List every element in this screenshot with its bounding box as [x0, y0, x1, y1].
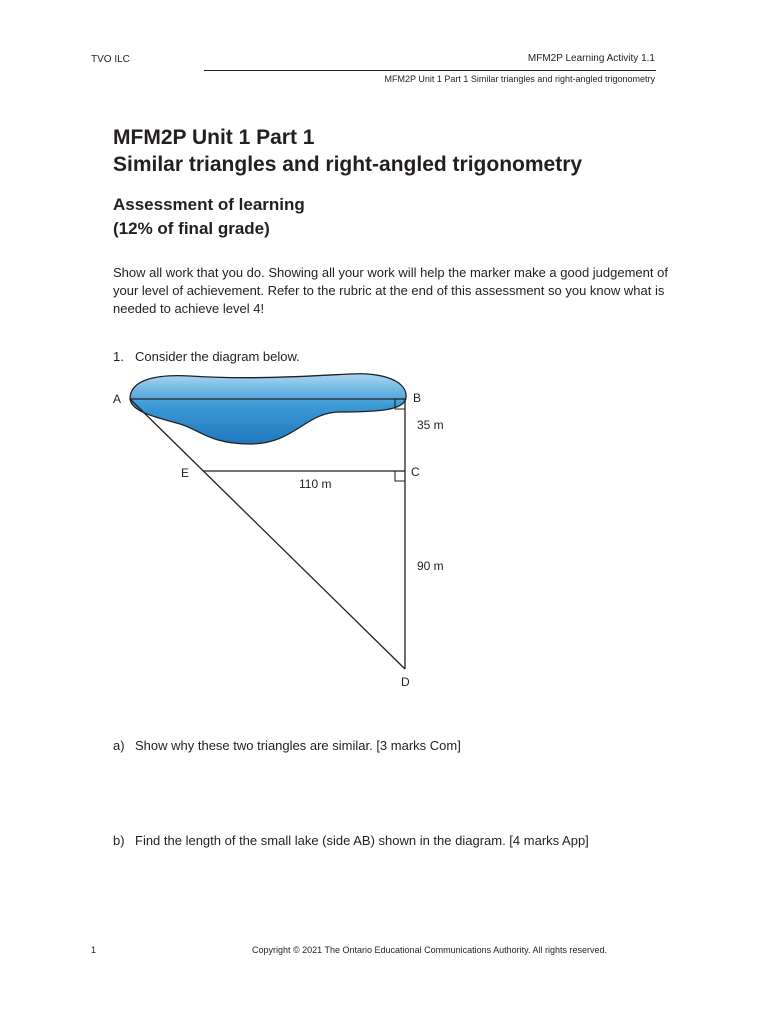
assessment-line-2: (12% of final grade) — [113, 219, 270, 238]
length-BC: 35 m — [417, 418, 444, 432]
length-CD: 90 m — [417, 559, 444, 573]
length-EC: 110 m — [299, 477, 332, 491]
lake-shape — [130, 374, 406, 444]
question-1-text: Consider the diagram below. — [135, 349, 300, 364]
title-line-1: MFM2P Unit 1 Part 1 — [113, 126, 315, 149]
point-label-A: A — [113, 392, 122, 406]
part-a-text: Show why these two triangles are similar. [3 marks Com] — [135, 738, 461, 753]
header-activity: MFM2P Learning Activity 1.1 — [527, 53, 655, 64]
header-org: TVO ILC — [91, 54, 130, 65]
instructions-paragraph: Show all work that you do. Showing all your work will help the marker make a good judgement of your level of achievement. Refer to the rubric at the end of this assessment so you know what is needed to achieve level 4! — [113, 265, 668, 316]
header-subtitle: MFM2P Unit 1 Part 1 Similar triangles and right-angled trigonometry — [384, 74, 655, 84]
point-label-C: C — [411, 465, 420, 479]
point-label-E: E — [181, 466, 190, 480]
page-number: 1 — [91, 945, 97, 955]
assessment-heading — [113, 193, 613, 241]
title-line-2: Similar triangles and right-angled trigonometry — [113, 153, 583, 176]
question-1 — [113, 349, 300, 364]
part-b-text: Find the length of the small lake (side AB) shown in the diagram. [4 marks App] — [135, 833, 589, 848]
question-1-number: 1. — [113, 349, 124, 364]
part-b-label: b) — [113, 833, 125, 848]
header-divider — [204, 70, 656, 71]
right-angle-mark-C — [395, 471, 405, 481]
assessment-line-1: Assessment of learning — [113, 195, 305, 214]
similar-triangles-diagram — [100, 372, 460, 694]
point-label-B: B — [413, 391, 422, 405]
part-a-label: a) — [113, 738, 125, 753]
question-part-b — [113, 833, 589, 848]
copyright-notice: Copyright © 2021 The Ontario Educational Communications Authority. All rights reserved. — [252, 945, 607, 955]
page-title — [113, 124, 713, 178]
question-part-a — [113, 738, 461, 753]
point-label-D: D — [401, 675, 410, 689]
